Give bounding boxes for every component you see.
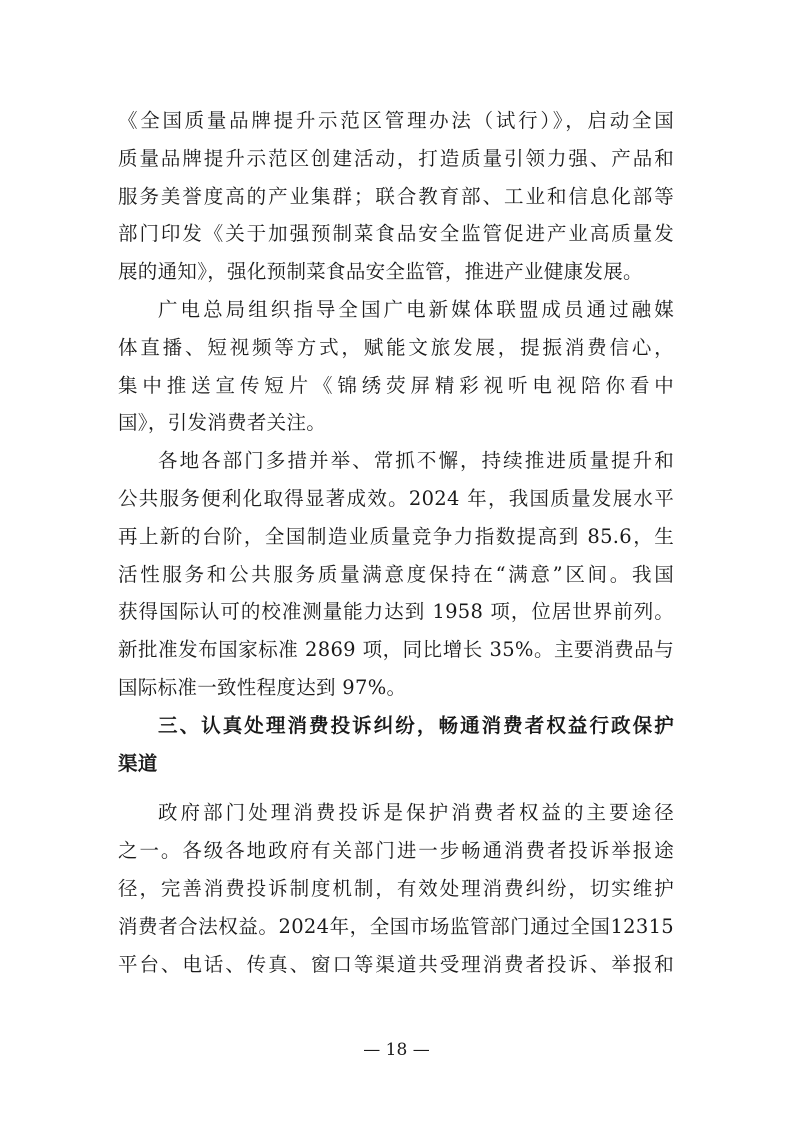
text-line: 新批准发布国家标准 2869 项，同比增长 35%。主要消费品与: [118, 638, 674, 662]
text-line: 服务美誉度高的产业集群；联合教育部、工业和信息化部等: [118, 184, 674, 208]
heading-line: 三、认真处理消费投诉纠纷，畅通消费者权益行政保护: [158, 713, 674, 737]
text-line: 再上新的台阶，全国制造业质量竞争力指数提高到 85.6，生: [118, 524, 674, 548]
text-line: 广电总局组织指导全国广电新媒体联盟成员通过融媒: [158, 297, 674, 321]
text-line: 各地各部门多措并举、常抓不懈，持续推进质量提升和: [158, 449, 674, 473]
paragraph-broadcast: [118, 291, 674, 442]
paragraph-quality-brand: [118, 102, 674, 291]
paragraph-complaints: [118, 794, 674, 983]
text-line: 平台、电话、传真、窗口等渠道共受理消费者投诉、举报和: [118, 952, 674, 976]
text-line: 质量品牌提升示范区创建活动，打造质量引领力强、产品和: [118, 146, 674, 170]
text-line: 消费者合法权益。2024年，全国市场监管部门通过全国12315: [118, 914, 674, 938]
text-line: 公共服务便利化取得显著成效。2024 年，我国质量发展水平: [118, 486, 674, 510]
text-line: 部门印发《关于加强预制菜食品安全监管促进产业高质量发: [118, 222, 674, 246]
spacer: [118, 782, 674, 794]
page-number: — 18 —: [363, 1040, 430, 1060]
text-line: 获得国际认可的校准测量能力达到 1958 项，位居世界前列。: [118, 600, 674, 624]
text-line: 政府部门处理消费投诉是保护消费者权益的主要途径: [158, 801, 674, 825]
text-line: 体直播、短视频等方式，赋能文旅发展，提振消费信心，: [118, 335, 674, 359]
text-line: 展的通知》，强化预制菜食品安全监管，推进产业健康发展。: [118, 260, 643, 284]
text-line: 活性服务和公共服务质量满意度保持在“满意”区间。我国: [118, 562, 674, 586]
text-line: 径，完善消费投诉制度机制，有效处理消费纠纷，切实维护: [118, 876, 674, 900]
document-body: [118, 102, 674, 983]
paragraph-achievements: [118, 442, 674, 707]
heading-line: 渠道: [118, 751, 158, 775]
text-line: 国》，引发消费者关注。: [118, 411, 327, 435]
text-line: 国际标准一致性程度达到 97%。: [118, 675, 407, 699]
text-line: 《全国质量品牌提升示范区管理办法（试行）》，启动全国: [118, 109, 674, 132]
text-line: 集中推送宣传短片《锦绣荧屏精彩视听电视陪你看中: [118, 373, 674, 397]
text-line: 之一。各级各地政府有关部门进一步畅通消费者投诉举报途: [118, 839, 674, 863]
section-heading: [118, 707, 674, 783]
